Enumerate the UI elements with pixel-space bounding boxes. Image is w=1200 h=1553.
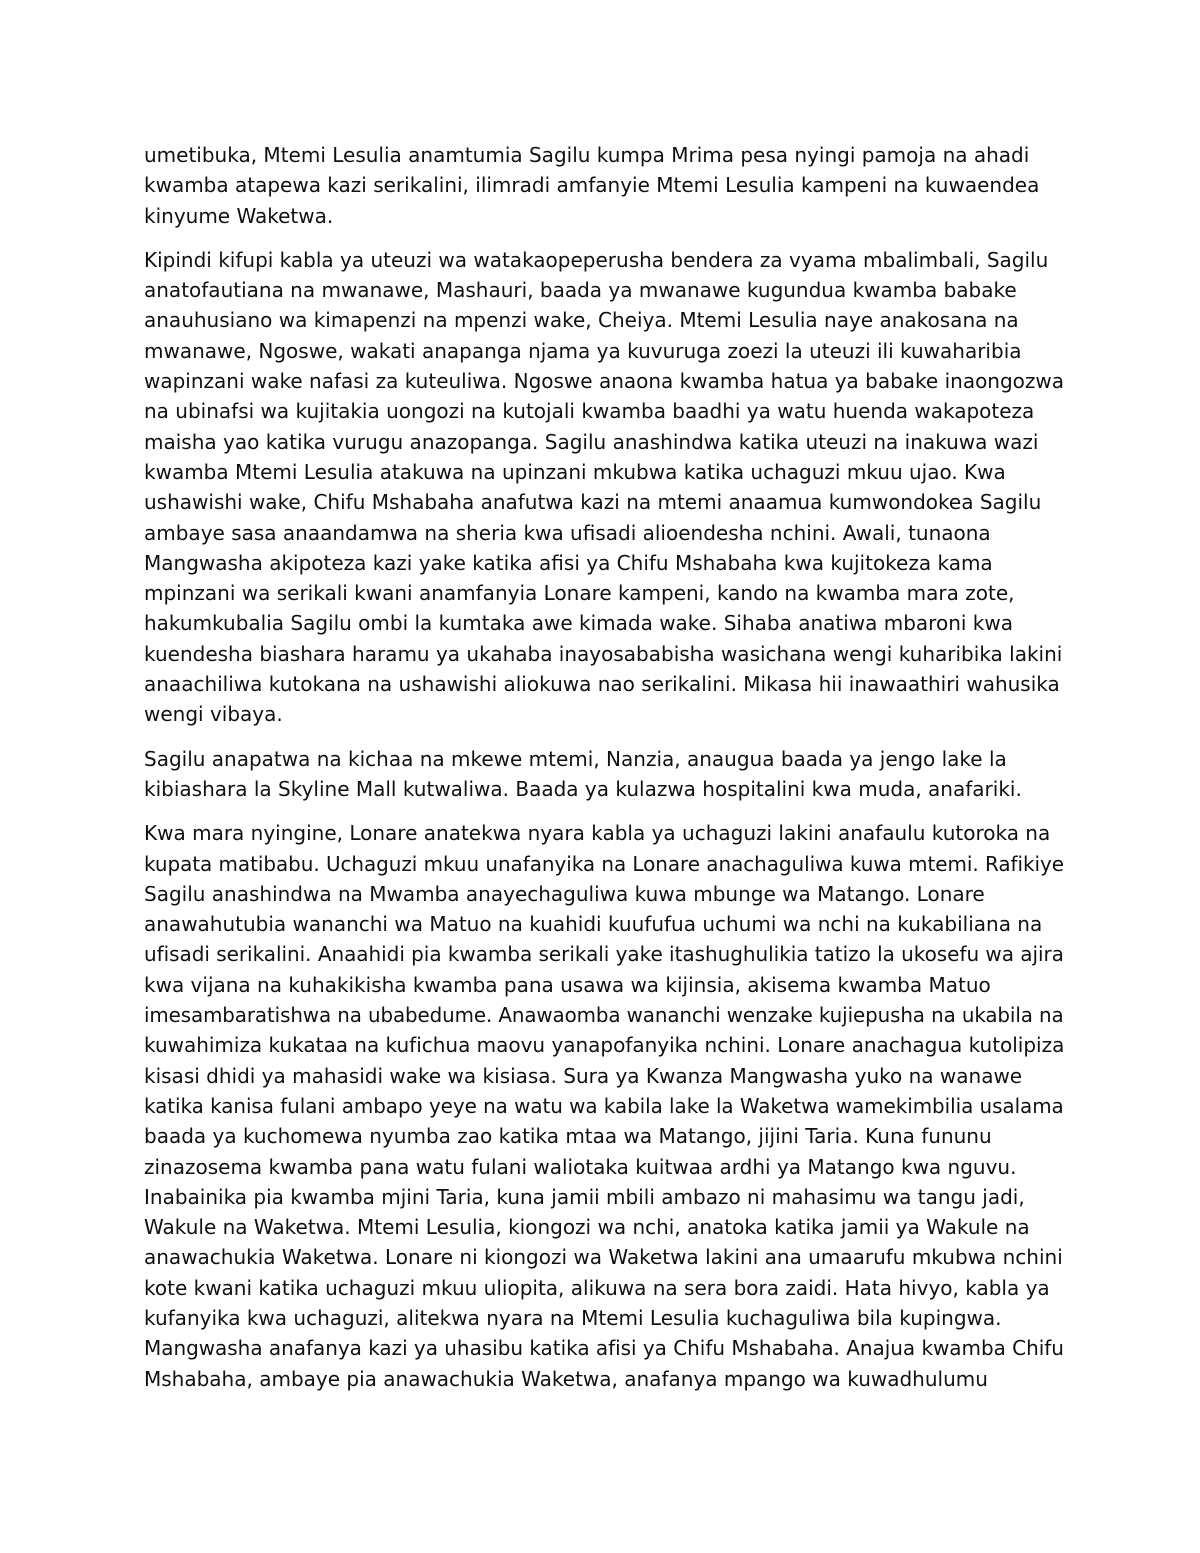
text-line: Mangwasha anafanya kazi ya uhasibu katika afisi ya Chifu Mshabaha. Anajua kwamba Chifu <box>144 1336 1064 1361</box>
text-line: anawahutubia wananchi wa Matuo na kuahidi kuufufua uchumi wa nchi na kukabiliana na <box>144 912 1043 937</box>
text-line: imesambaratishwa na ubabedume. Anawaomba wananchi wenzake kujiepusha na ukabila na <box>144 1003 1064 1028</box>
text-line: zinazosema kwamba pana watu fulani waliotaka kuitwaa ardhi ya Matango kwa nguvu. <box>144 1154 1017 1179</box>
text-line: kwamba Mtemi Lesulia atakuwa na upinzani mkubwa katika uchaguzi mkuu ujao. Kwa <box>144 459 1006 484</box>
text-line: mwanawe, Ngoswe, wakati anapanga njama ya kuvuruga zoezi la uteuzi ili kuwaharibia <box>144 338 1022 363</box>
text-line: baada ya kuchomewa nyumba zao katika mtaa wa Matango, jijini Taria. Kuna fununu <box>144 1124 992 1149</box>
text-line: ambaye sasa anaandamwa na sheria kwa ufisadi alioendesha nchini. Awali, tunaona <box>144 520 991 545</box>
paragraph <box>144 245 1064 730</box>
text-line: anaachiliwa kutokana na ushawishi aliokuwa nao serikalini. Mikasa hii inawaathiri wahusika <box>144 672 1060 697</box>
text-line: Inabainika pia kwamba mjini Taria, kuna jamii mbili ambazo ni mahasimu wa tangu jadi, <box>144 1184 1025 1209</box>
text-line: na ubinafsi wa kujitakia uongozi na kutojali kwamba baadhi ya watu huenda wakapoteza <box>144 399 1035 424</box>
paragraph <box>144 818 1064 1394</box>
text-line: ushawishi wake, Chifu Mshabaha anafutwa kazi na mtemi anaamua kumwondokea Sagilu <box>144 490 1042 515</box>
text-line: kufanyika kwa uchaguzi, alitekwa nyara na Mtemi Lesulia kuchaguliwa bila kupingwa. <box>144 1305 1002 1330</box>
text-line: Sagilu anapatwa na kichaa na mkewe mtemi, Nanzia, anaugua baada ya jengo lake la <box>144 746 1007 771</box>
text-line: kwa vijana na kuhakikisha kwamba pana usawa wa kijinsia, akisema kwamba Matuo <box>144 972 991 997</box>
text-line: ufisadi serikalini. Anaahidi pia kwamba serikali yake itashughulikia tatizo la ukosefu wa ajira <box>144 942 1064 967</box>
text-line: Kipindi kifupi kabla ya uteuzi wa watakaopeperusha bendera za vyama mbalimbali, Sagilu <box>144 247 1049 272</box>
text-line: kupata matibabu. Uchaguzi mkuu unafanyika na Lonare anachaguliwa kuwa mtemi. Rafikiye <box>144 851 1064 876</box>
text-line: kote kwani katika uchaguzi mkuu uliopita, alikuwa na sera bora zaidi. Hata hivyo, kabla ya <box>144 1275 1050 1300</box>
text-line: Sagilu anashindwa na Mwamba anayechaguliwa kuwa mbunge wa Matango. Lonare <box>144 881 985 906</box>
text-line: anatofautiana na mwanawe, Mashauri, baada ya mwanawe kugundua kwamba babake <box>144 278 1017 303</box>
text-line: anauhusiano wa kimapenzi na mpenzi wake, Cheiya. Mtemi Lesulia naye anakosana na <box>144 308 1019 333</box>
document-page <box>144 140 1064 1408</box>
text-line: Kwa mara nyingine, Lonare anatekwa nyara kabla ya uchaguzi lakini anafaulu kutoroka na <box>144 821 1051 846</box>
text-line: kibiashara la Skyline Mall kutwaliwa. Baada ya kulazwa hospitalini kwa muda, anafariki. <box>144 776 1022 801</box>
text-line: Mangwasha akipoteza kazi yake katika afisi ya Chifu Mshabaha kwa kujitokeza kama <box>144 550 993 575</box>
text-line: mpinzani wa serikali kwani anamfanyia Lonare kampeni, kando na kwamba mara zote, <box>144 581 1015 606</box>
text-line: wapinzani wake nafasi za kuteuliwa. Ngoswe anaona kwamba hatua ya babake inaongozwa <box>144 369 1065 394</box>
text-line: Wakule na Waketwa. Mtemi Lesulia, kiongozi wa nchi, anatoka katika jamii ya Wakule na <box>144 1215 1030 1240</box>
text-line: wengi vibaya. <box>144 702 283 727</box>
text-line: kwamba atapewa kazi serikalini, ilimradi amfanyie Mtemi Lesulia kampeni na kuwaendea <box>144 173 1040 198</box>
text-line: kuendesha biashara haramu ya ukahaba inayosababisha wasichana wengi kuharibika lakini <box>144 641 1063 666</box>
paragraph <box>144 744 1064 805</box>
text-line: hakumkubalia Sagilu ombi la kumtaka awe kimada wake. Sihaba anatiwa mbaroni kwa <box>144 611 1013 636</box>
paragraph <box>144 140 1064 231</box>
text-line: kisasi dhidi ya mahasidi wake wa kisiasa. Sura ya Kwanza Mangwasha yuko na wanawe <box>144 1063 1023 1088</box>
text-line: kinyume Waketwa. <box>144 203 334 228</box>
text-line: anawachukia Waketwa. Lonare ni kiongozi wa Waketwa lakini ana umaarufu mkubwa nchini <box>144 1245 1063 1270</box>
text-line: Mshabaha, ambaye pia anawachukia Waketwa, anafanya mpango wa kuwadhulumu <box>144 1366 988 1391</box>
text-line: katika kanisa fulani ambapo yeye na watu wa kabila lake la Waketwa wamekimbilia usalama <box>144 1093 1064 1118</box>
text-line: kuwahimiza kukataa na kufichua maovu yanapofanyika nchini. Lonare anachagua kutolipiza <box>144 1033 1065 1058</box>
text-line: maisha yao katika vurugu anazopanga. Sagilu anashindwa katika uteuzi na inakuwa wazi <box>144 429 1039 454</box>
text-line: umetibuka, Mtemi Lesulia anamtumia Sagilu kumpa Mrima pesa nyingi pamoja na ahadi <box>144 143 1030 167</box>
